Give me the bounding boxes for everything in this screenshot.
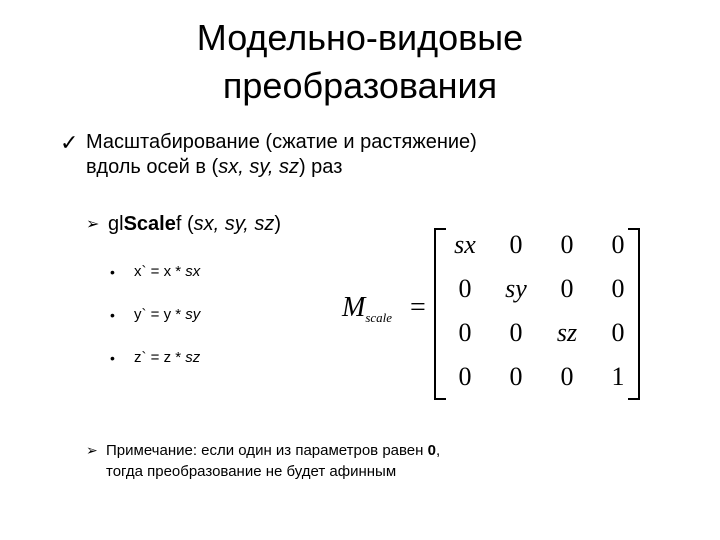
equation-y-rhs: sy bbox=[185, 306, 201, 323]
bullet-scaling bbox=[60, 130, 477, 180]
fn-prefix: gl bbox=[108, 213, 124, 235]
note-line-1 bbox=[106, 440, 440, 461]
fn-name: Scale bbox=[123, 213, 176, 235]
matrix-cell: 0 bbox=[509, 318, 523, 347]
check-mark-icon: ✓ bbox=[60, 130, 79, 155]
matrix-cell: 0 bbox=[458, 274, 472, 303]
title-line-2: преобразования bbox=[222, 65, 498, 106]
matrix-cell: sy bbox=[505, 274, 527, 303]
fn-suffix: f ( bbox=[175, 213, 194, 235]
matrix-cell: 0 bbox=[611, 274, 625, 303]
equation-z-lhs: z` = z * bbox=[134, 349, 186, 366]
matrix-symbol: M bbox=[342, 292, 366, 323]
glscalef-signature bbox=[108, 212, 281, 237]
bullet-scaling-line-2-post: ) раз bbox=[298, 156, 343, 178]
matrix-cell: 0 bbox=[458, 362, 472, 391]
matrix-cell: 0 bbox=[611, 318, 625, 347]
equation-y bbox=[110, 305, 200, 325]
matrix-cell: 0 bbox=[509, 230, 523, 259]
matrix-cell: 0 bbox=[560, 362, 574, 391]
matrix-cell: 0 bbox=[458, 318, 472, 347]
bullet-scaling-text bbox=[86, 130, 477, 180]
note-line-1-pre: Примечание: если один из параметров равен bbox=[106, 442, 428, 459]
equation-z bbox=[110, 348, 200, 368]
bullet-dot-icon: • bbox=[110, 307, 115, 323]
scale-matrix bbox=[336, 226, 646, 402]
bullet-scaling-line-2 bbox=[86, 155, 477, 180]
matrix-label bbox=[342, 292, 392, 326]
bullet-scaling-line-1: Масштабирование (сжатие и растяжение) bbox=[86, 131, 477, 153]
matrix-cell: sz bbox=[556, 318, 578, 347]
note-line-2: тогда преобразование не будет афинным bbox=[106, 463, 397, 480]
arrow-right-icon: ➢ bbox=[86, 216, 100, 233]
matrix-cell: sx bbox=[454, 230, 476, 259]
matrix-cell: 0 bbox=[611, 230, 625, 259]
matrix-cell: 0 bbox=[560, 274, 574, 303]
equation-x-lhs: x` = x * bbox=[134, 263, 186, 280]
equation-y-lhs: y` = y * bbox=[134, 306, 186, 323]
fn-close: ) bbox=[274, 213, 282, 235]
equation-z-rhs: sz bbox=[185, 349, 201, 366]
title-line-1: Модельно-видовые bbox=[196, 17, 524, 58]
note-zero: 0 bbox=[427, 442, 436, 459]
fn-args: sx, sy, sz bbox=[193, 213, 275, 235]
arrow-right-icon: ➢ bbox=[86, 442, 98, 458]
equation-x bbox=[110, 262, 200, 282]
slide-title bbox=[0, 14, 720, 110]
bullet-scaling-args: sx, sy, sz bbox=[218, 156, 299, 178]
bullet-scaling-line-2-pre: вдоль осей в ( bbox=[86, 156, 219, 178]
bullet-dot-icon: • bbox=[110, 350, 115, 366]
note-line-1-post: , bbox=[435, 442, 441, 459]
matrix-cell: 0 bbox=[509, 362, 523, 391]
note bbox=[86, 440, 440, 482]
matrix-cell: 1 bbox=[611, 362, 625, 391]
matrix-subscript: scale bbox=[365, 310, 393, 325]
bullet-dot-icon: • bbox=[110, 264, 115, 280]
note-text bbox=[106, 440, 440, 482]
bullet-glscalef bbox=[86, 212, 281, 238]
matrix-cell: 0 bbox=[560, 230, 574, 259]
matrix-equals: = bbox=[410, 292, 426, 323]
equation-x-rhs: sx bbox=[185, 263, 201, 280]
